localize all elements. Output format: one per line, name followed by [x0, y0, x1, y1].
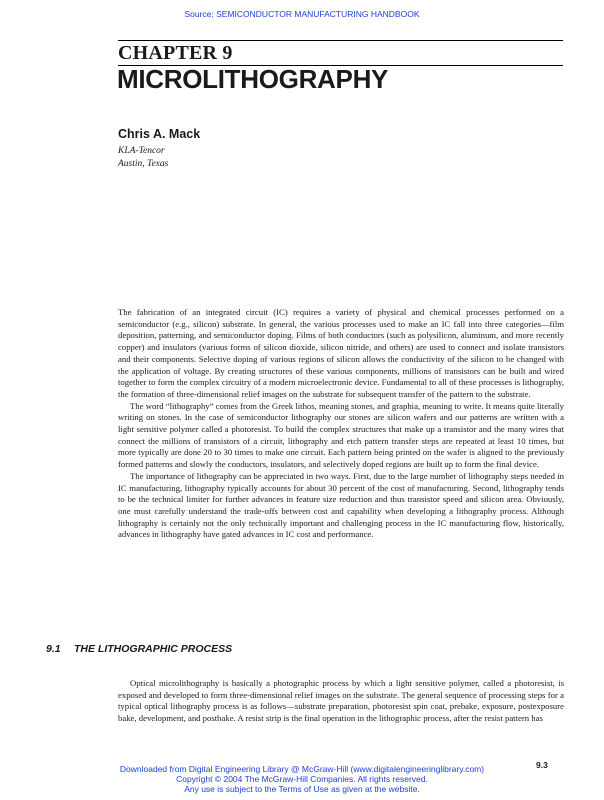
- chapter-title: MICROLITHOGRAPHY: [117, 64, 389, 94]
- section-number: 9.1: [46, 643, 61, 655]
- page-number: 9.3: [536, 760, 548, 770]
- section-heading: [46, 643, 232, 655]
- chapter-label: CHAPTER 9: [118, 42, 233, 64]
- source-link[interactable]: Source: SEMICONDUCTOR MANUFACTURING HANDBOOK: [184, 9, 420, 19]
- paragraph: The fabrication of an integrated circuit (IC) requires a variety of physical and chemical processes performed on a semiconductor (e.g., silicon) substrate. In general, the various processes used to make an IC fall into three categories—film deposition, patterning, and semiconductor doping. Films of both conductors (such as polysilicon, aluminum, and more recently copper) and insulators (various forms of silicon dioxide, silicon nitride, and others) are used to connect and isolate transistors and their components. Selective doping of various regions of silicon allows the conductivity of the silicon to be changed with the application of voltage. By creating structures of these various components, millions of transistors can be built and wired together to form the complex circuitry of a modern microelectronic device. Fundamental to all of these processes is lithography, the formation of three-dimensional relief images on the substrate for subsequent transfer of the pattern to the substrate.: [118, 307, 564, 399]
- author-location: Austin, Texas: [118, 159, 169, 169]
- section-text: [118, 678, 564, 725]
- author-affiliation: KLA-Tencor: [118, 146, 165, 156]
- section-title: THE LITHOGRAPHIC PROCESS: [74, 643, 233, 655]
- paragraph: The word “lithography” comes from the Greek lithos, meaning stones, and graphia, meaning to write. It means quite literally writing on stones. In the case of semiconductor lithography our stones are silicon wafers and our patterns are written with a light sensitive polymer called a photoresist. To build the complex structures that make up a transistor and the many wires that connect the millions of transistors of a circuit, lithography and etch pattern transfer steps are repeated at least 10 times, but more typically are done 20 to 30 times to make one circuit. Each pattern being printed on the wafer is aligned to the previously formed patterns and slowly the conductors, insulators, and selectively doped regions are built up to form the final device.: [118, 400, 564, 470]
- intro-text: [118, 307, 564, 541]
- footer-terms-link[interactable]: Any use is subject to the Terms of Use as given at the website.: [184, 784, 420, 794]
- paragraph: The importance of lithography can be appreciated in two ways. First, due to the large number of lithography steps needed in IC manufacturing, lithography typically accounts for about 30 percent of the cost of manufacturing. Second, lithography tends to be the technical limiter for further advances in feature size reduction and thus transistor speed and silicon area. Obviously, one must carefully understand the trade-offs between cost and capability when developing a lithography process. Although lithography is certainly not the only technically important and challenging process in the IC manufacturing flow, historically, advances in lithography have gated advances in IC cost and performance.: [118, 470, 564, 540]
- chapter-top-rule: [118, 40, 563, 41]
- paragraph: Optical microlithography is basically a photographic process by which a light sensitive polymer, called a photoresist, is exposed and developed to form three-dimensional relief images on the substrate. The general sequence of processing steps for a typical optical lithography process is as follows—substrate preparation, photoresist spin coat, prebake, exposure, postexposure bake, development, and postbake. A resist strip is the final operation in the lithographic process, after the resist pattern has: [118, 678, 564, 724]
- footer-copyright: Copyright © 2004 The McGraw-Hill Companies. All rights reserved.: [176, 774, 428, 784]
- footer-download-link[interactable]: Downloaded from Digital Engineering Library @ McGraw-Hill (www.digitalengineeringlibrary.com): [119, 764, 485, 774]
- author-name: Chris A. Mack: [118, 127, 201, 141]
